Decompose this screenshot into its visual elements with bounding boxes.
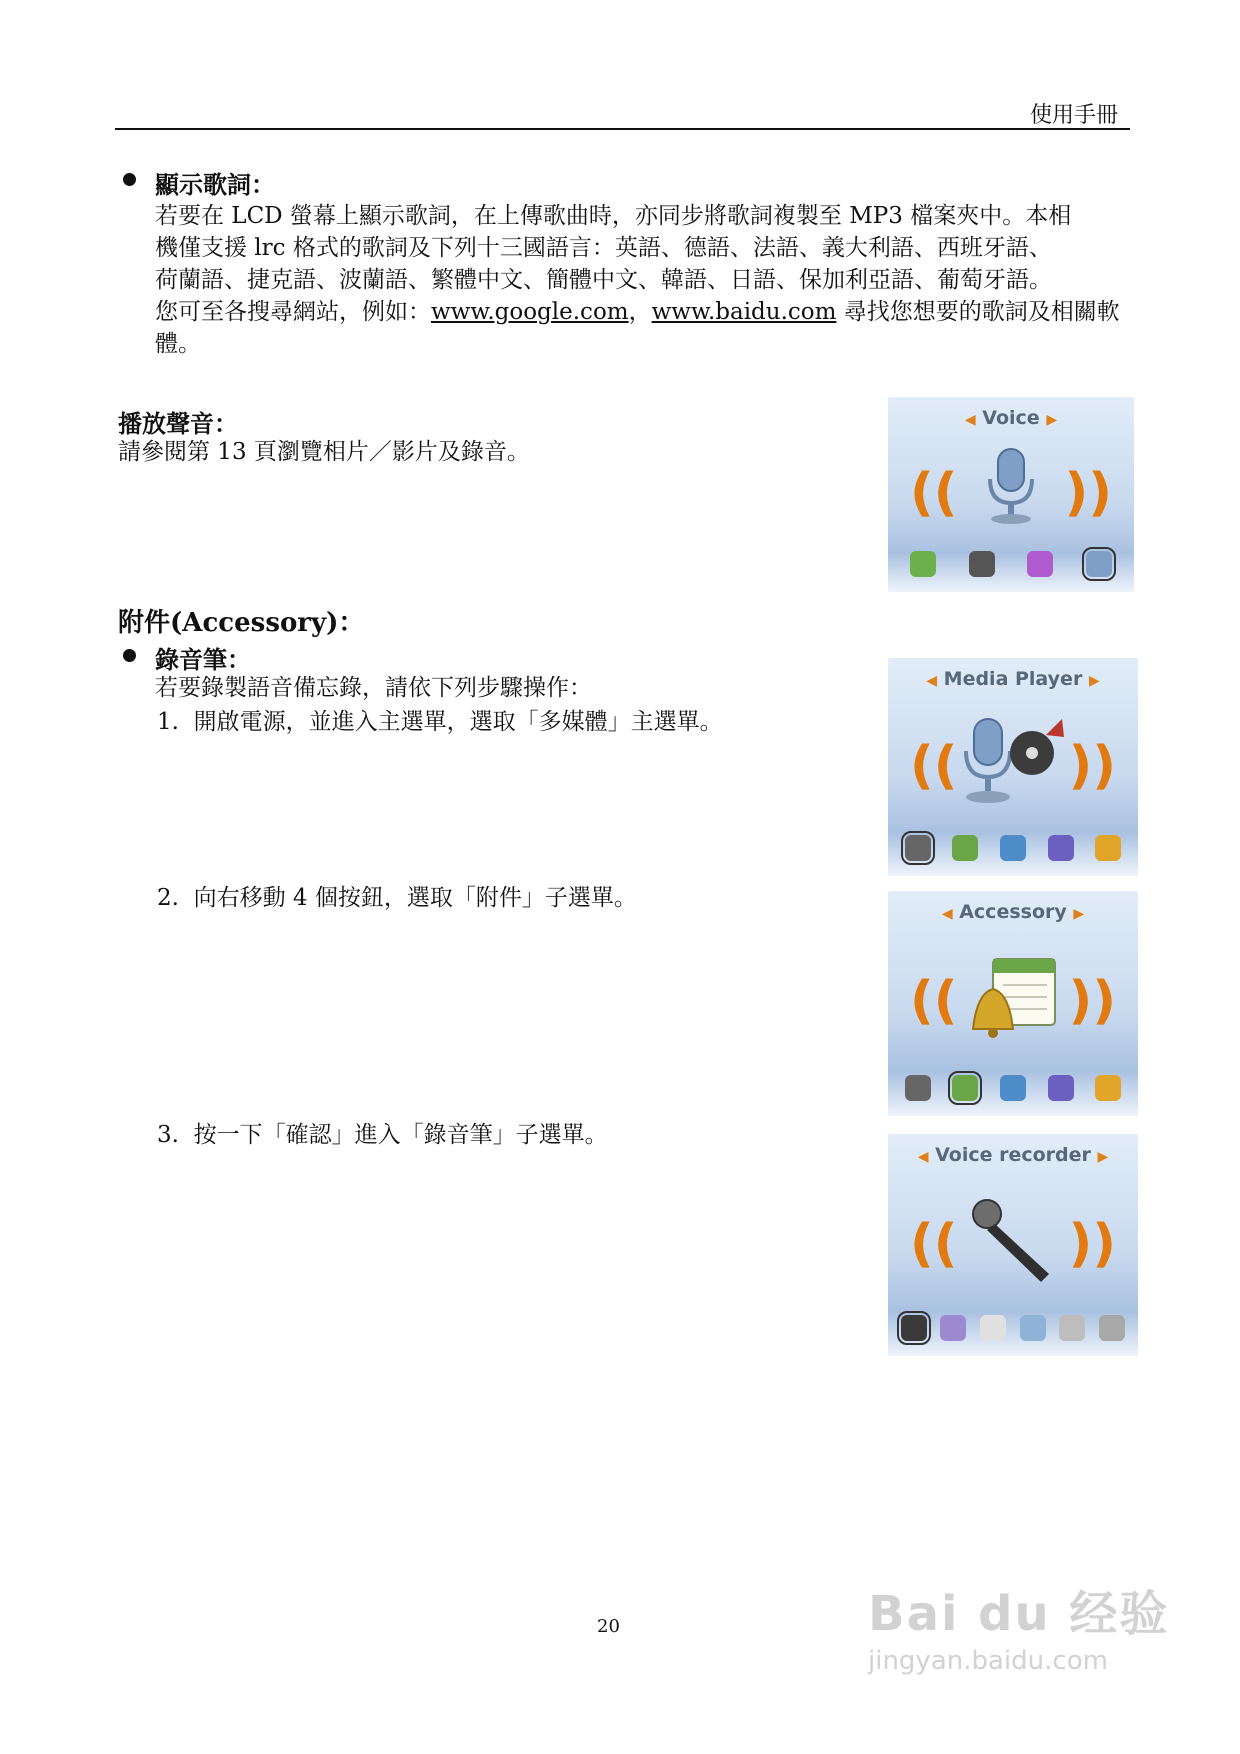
step-3 <box>157 1119 608 1151</box>
step-2 <box>157 882 637 914</box>
link-baidu[interactable]: www.baidu.com <box>651 299 837 325</box>
alarm-clock-icon <box>940 1315 966 1341</box>
header-rule <box>115 128 1130 130</box>
watermark <box>868 1575 1169 1676</box>
microphone-icon <box>901 1315 927 1341</box>
screen-title-text: Voice recorder <box>935 1144 1091 1166</box>
step-text: 開啟電源，並進入主選單，選取「多媒體」主選單。 <box>193 709 723 735</box>
lyrics-line: 若要在 LCD 螢幕上顯示歌詞，在上傳歌曲時，亦同步將歌詞複製至 MP3 檔案夾中。本相 <box>155 203 1072 229</box>
screen-voice <box>888 397 1134 592</box>
calendar-icon <box>980 1315 1006 1341</box>
header-title: 使用手冊 <box>1030 103 1119 128</box>
media-icon <box>905 835 931 861</box>
step-number: 2. <box>157 885 179 911</box>
step-number: 3. <box>157 1122 179 1148</box>
user-icon <box>910 551 936 577</box>
arrow-right-icon: ▶ <box>1088 673 1100 689</box>
lyrics-heading: 顯示歌詞： <box>155 170 275 199</box>
screen-title-text: Accessory <box>959 901 1067 923</box>
calculator-icon <box>1059 1315 1085 1341</box>
screen-accessory <box>888 891 1138 1116</box>
tools-icon <box>1048 1075 1074 1101</box>
world-map-icon <box>1020 1315 1046 1341</box>
photo-icon <box>1000 1075 1026 1101</box>
recorder-heading: 錄音筆： <box>155 645 251 674</box>
watermark-url: jingyan.baidu.com <box>868 1646 1108 1676</box>
arrow-right-icon: ▶ <box>1073 906 1085 922</box>
bullet <box>123 649 136 662</box>
microphone-film-icon <box>958 713 1068 809</box>
arrow-left-icon: ◀ <box>917 1149 929 1165</box>
handheld-microphone-icon <box>965 1196 1061 1286</box>
screen-title <box>888 668 1138 690</box>
arrow-left-icon: ◀ <box>941 906 953 922</box>
settings-gear-icon <box>1095 835 1121 861</box>
arrow-right-icon: ▶ <box>1046 412 1058 428</box>
calendar-icon <box>952 835 978 861</box>
lyrics-paragraph <box>155 200 1140 360</box>
screen-title-text: Voice <box>982 407 1040 429</box>
calendar-icon <box>952 1075 978 1101</box>
step-text: 按一下「確認」進入「錄音筆」子選單。 <box>193 1122 608 1148</box>
screen-title <box>888 901 1138 923</box>
screen-title <box>888 1144 1138 1166</box>
link-google[interactable]: www.google.com <box>431 299 629 325</box>
screen-title <box>888 407 1134 429</box>
arrow-right-icon: ▶ <box>1097 1149 1109 1165</box>
voice-text: 請參閱第 13 頁瀏覽相片／影片及錄音。 <box>118 439 530 465</box>
screen-title-text: Media Player <box>943 668 1083 690</box>
icon-strip <box>894 1070 1132 1106</box>
sound-wave-left-icon: (( <box>910 1214 958 1274</box>
recorder-intro: 若要錄製語音備忘錄，請依下列步驟操作： <box>155 675 592 701</box>
music-icon <box>1027 551 1053 577</box>
bullet <box>123 173 136 186</box>
sound-wave-right-icon: )) <box>1064 463 1112 523</box>
sound-wave-right-icon: )) <box>1068 1214 1116 1274</box>
lyrics-line4-post: 尋找您想要的歌詞及相關軟 <box>836 299 1120 325</box>
microphone-icon <box>1086 551 1112 577</box>
sound-wave-left-icon: (( <box>910 463 958 523</box>
lyrics-line: 荷蘭語、捷克語、波蘭語、繁體中文、簡體中文、韓語、日語、保加利亞語、葡萄牙語。 <box>155 267 1052 293</box>
film-reel-icon <box>969 551 995 577</box>
bottle-icon <box>1099 1315 1125 1341</box>
accessory-heading: 附件(Accessory)： <box>118 608 365 638</box>
icon-strip <box>894 1310 1132 1346</box>
microphone-icon <box>976 445 1046 525</box>
lyrics-line4-pre: 您可至各搜尋網站，例如： <box>155 299 431 325</box>
step-1 <box>157 706 723 738</box>
lyrics-line: 機僅支援 lrc 格式的歌詞及下列十三國語言：英語、德語、法語、義大利語、西班牙語、 <box>155 235 1052 261</box>
media-icon <box>905 1075 931 1101</box>
calendar-bell-icon <box>963 949 1063 1045</box>
step-number: 1. <box>157 709 179 735</box>
sound-wave-right-icon: )) <box>1068 736 1116 796</box>
lyrics-line: 體。 <box>155 331 201 357</box>
screen-media-player <box>888 658 1138 876</box>
voice-heading: 播放聲音： <box>118 409 238 438</box>
step-text: 向右移動 4 個按鈕，選取「附件」子選單。 <box>193 885 637 911</box>
photo-icon <box>1000 835 1026 861</box>
screen-voice-recorder <box>888 1134 1138 1356</box>
arrow-left-icon: ◀ <box>964 412 976 428</box>
arrow-left-icon: ◀ <box>926 673 938 689</box>
tools-icon <box>1048 835 1074 861</box>
icon-strip <box>894 546 1128 582</box>
watermark-brand: Bai du 经验 <box>868 1586 1170 1642</box>
lyrics-line-4 <box>155 296 1140 328</box>
sound-wave-right-icon: )) <box>1068 971 1116 1031</box>
sound-wave-left-icon: (( <box>910 971 958 1031</box>
icon-strip <box>894 830 1132 866</box>
page-number: 20 <box>597 1616 620 1637</box>
sound-wave-left-icon: (( <box>910 736 958 796</box>
link-separator: ， <box>628 299 652 325</box>
settings-gear-icon <box>1095 1075 1121 1101</box>
